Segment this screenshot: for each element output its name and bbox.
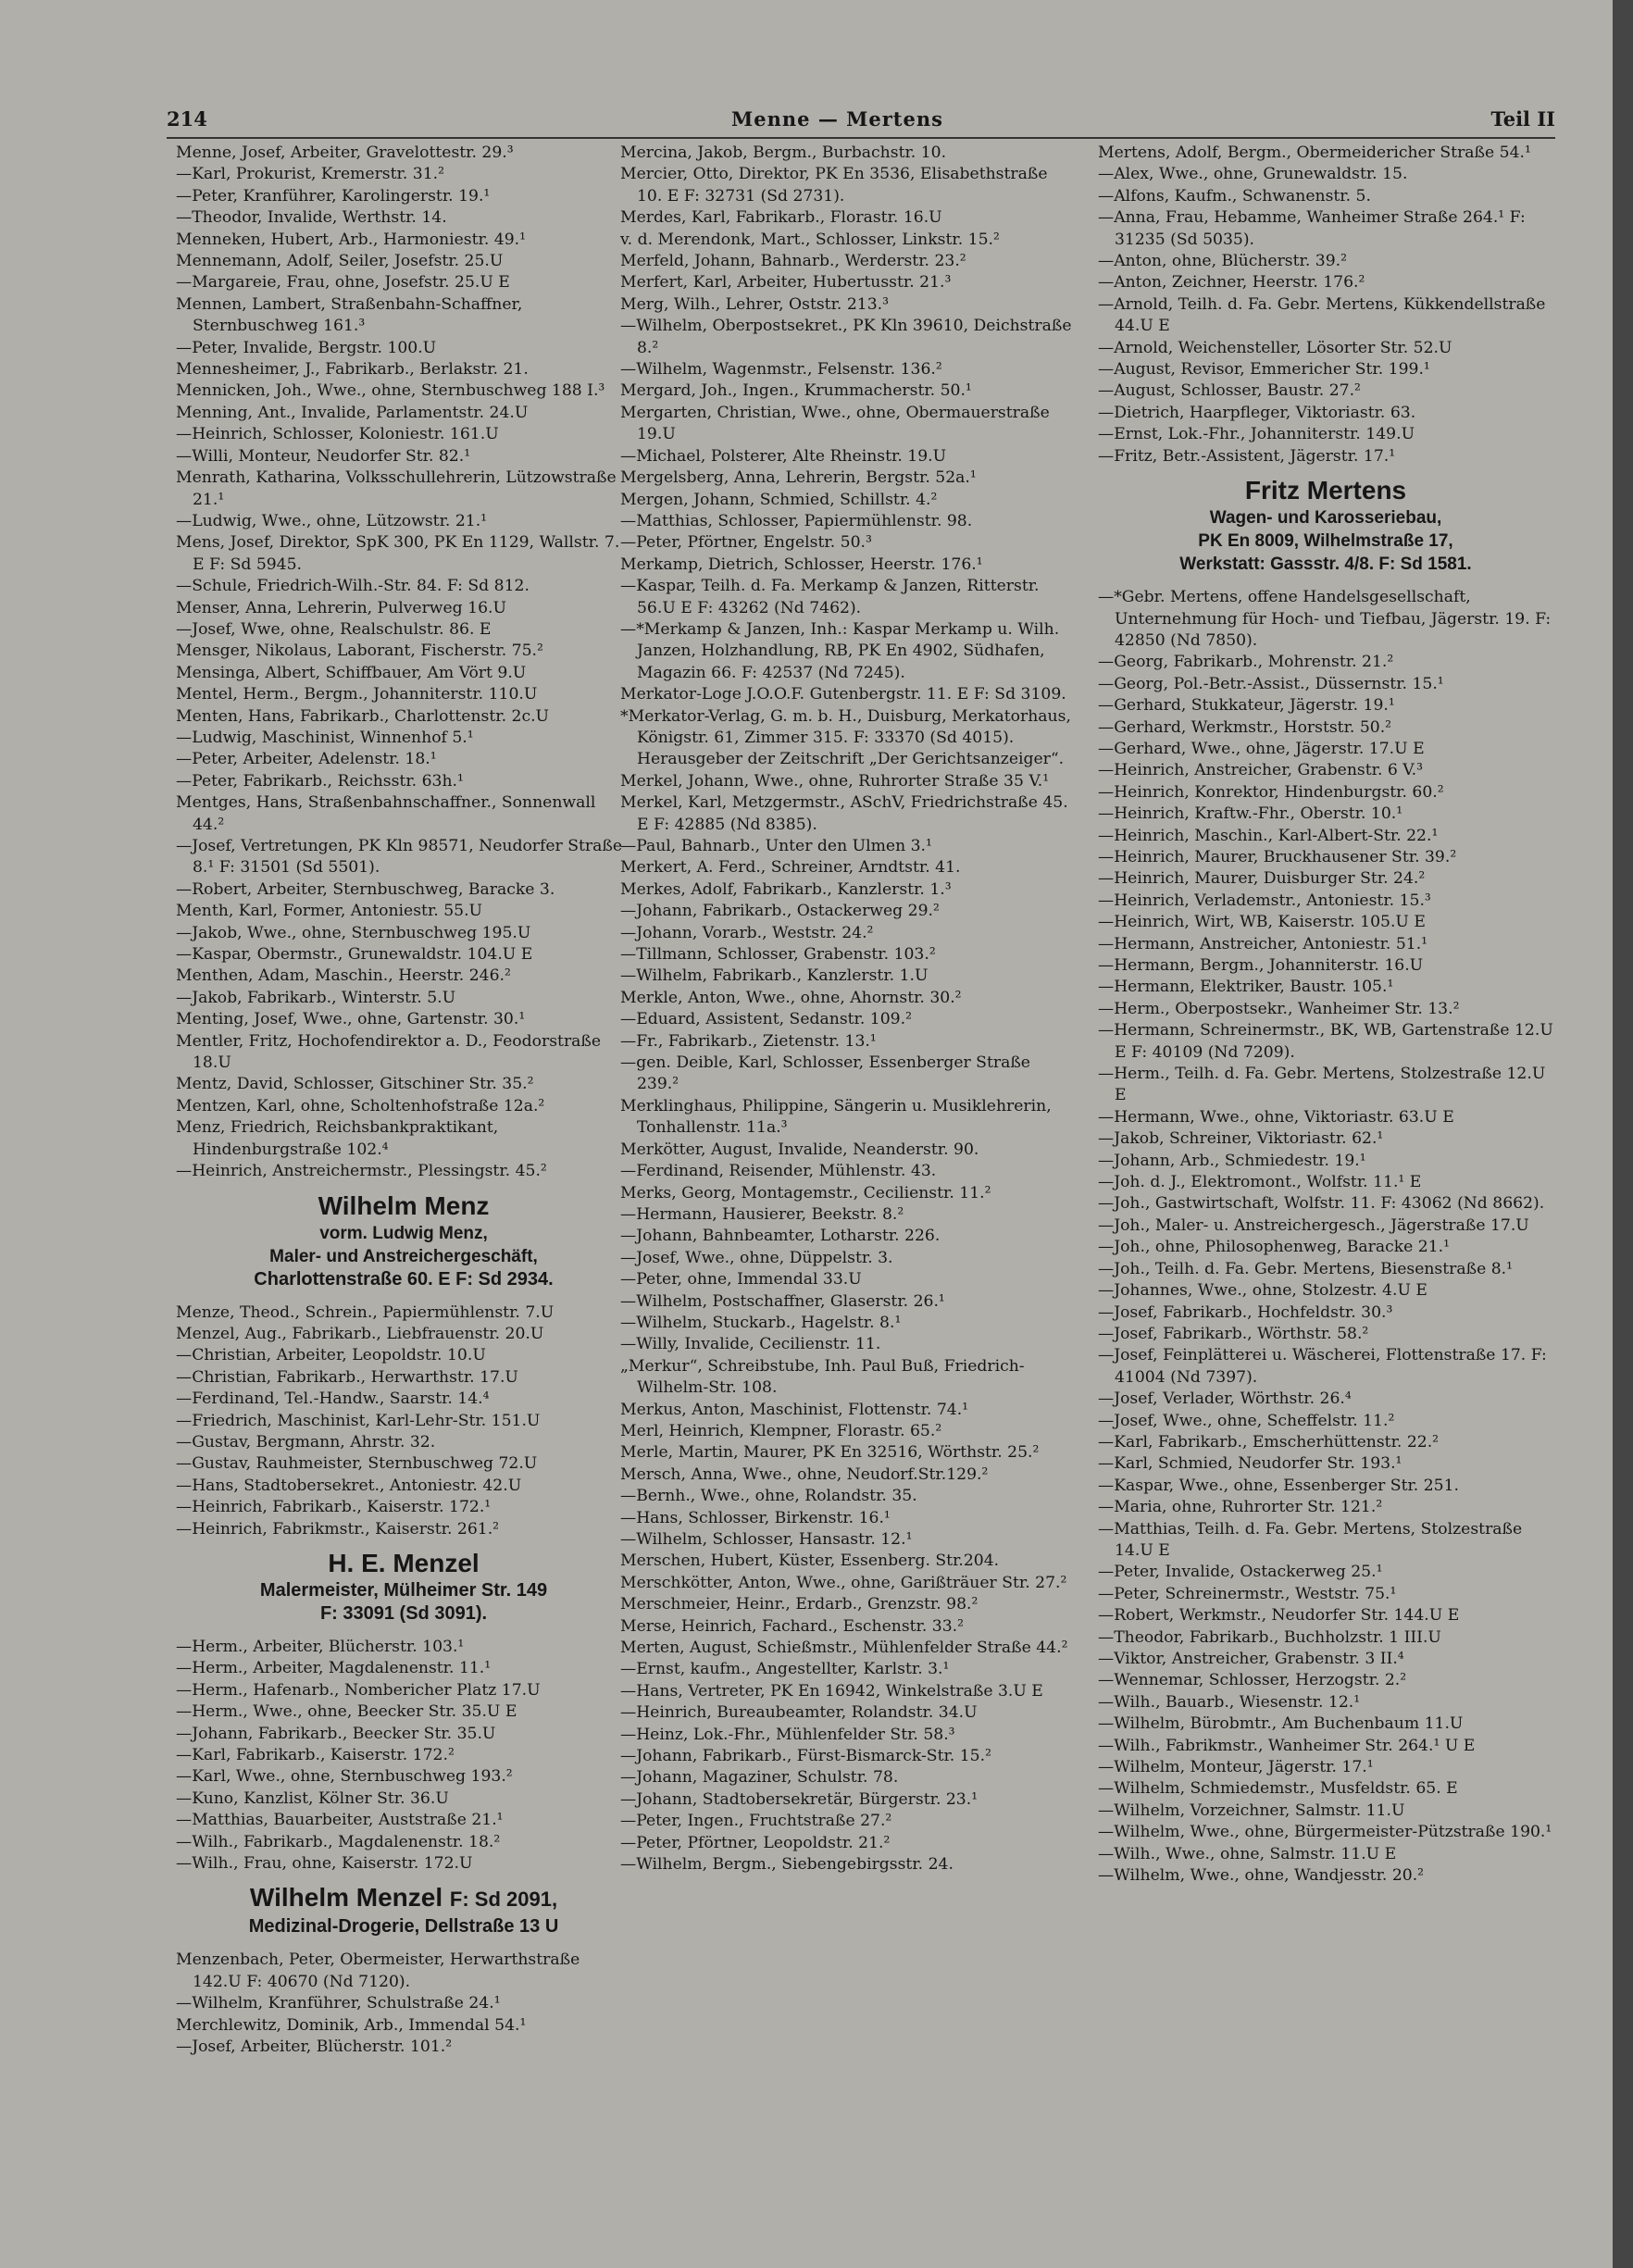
directory-entry: —Josef, Wwe, ohne, Realschulstr. 86. E: [176, 619, 492, 639]
entry-list: [176, 1950, 631, 2058]
directory-entry: Merten, August, Schießmstr., Mühlenfelder Straße 44.²: [620, 1639, 1068, 1658]
entry-list: [620, 143, 1076, 1876]
directory-entry: —Fritz, Betr.-Assistent, Jägerstr. 17.¹: [1098, 446, 1396, 466]
directory-entry: —Josef, Fabrikarb., Wörthstr. 58.²: [1098, 1324, 1369, 1343]
directory-entry: Merkötter, August, Invalide, Neanderstr. 90.: [620, 1140, 979, 1159]
directory-entry: Merschkötter, Anton, Wwe., ohne, Garißträuer Str. 27.²: [620, 1573, 1067, 1592]
directory-entry: Mentz, David, Schlosser, Gitschiner Str. 35.²: [176, 1075, 534, 1094]
directory-entry: Menzel, Aug., Fabrikarb., Liebfrauenstr. 20.U: [176, 1324, 544, 1343]
directory-entry: —Anton, Zeichner, Heerstr. 176.²: [1098, 273, 1365, 293]
directory-entry: —Heinrich, Konrektor, Hindenburgstr. 60.²: [1098, 782, 1444, 802]
directory-entry: —Johann, Bahnbeamter, Lotharstr. 226.: [620, 1227, 941, 1246]
directory-entry: —Herm., Teilh. d. Fa. Gebr. Mertens, Stolzestraße 12.U E: [1098, 1065, 1546, 1105]
ad-line: Werkstatt: Gassstr. 4/8. F: Sd 1581.: [1179, 555, 1472, 575]
directory-entry: Merkes, Adolf, Fabrikarb., Kanzlerstr. 1.³: [620, 879, 952, 899]
directory-entry: —Wennemar, Schlosser, Herzogstr. 2.²: [1098, 1671, 1407, 1690]
directory-entry: —Heinz, Lok.-Fhr., Mühlenfelder Str. 58.³: [620, 1725, 955, 1744]
directory-entry: —Matthias, Schlosser, Papiermühlenstr. 98.: [620, 511, 973, 530]
directory-entry: —Peter, Invalide, Bergstr. 100.U: [176, 338, 437, 357]
directory-entry: —Peter, Invalide, Ostackerweg 25.¹: [1098, 1563, 1383, 1582]
directory-entry: Mercier, Otto, Direktor, PK En 3536, Elisabethstraße 10. E F: 32731 (Sd 2731).: [620, 165, 1048, 206]
directory-entry: Menne, Josef, Arbeiter, Gravelottestr. 29.³: [176, 143, 514, 162]
directory-entry: Mertens, Adolf, Bergm., Obermeidericher Straße 54.¹: [1098, 143, 1531, 162]
directory-entry: —Ludwig, Maschinist, Winnenhof 5.¹: [176, 728, 474, 747]
directory-entry: Menting, Josef, Wwe., ohne, Gartenstr. 30.¹: [176, 1010, 526, 1029]
directory-entry: —gen. Deible, Karl, Schlosser, Essenberger Straße 239.²: [620, 1053, 1030, 1094]
part-label: Teil II: [1490, 107, 1555, 131]
directory-entry: Menth, Karl, Former, Antoniestr. 55.U: [176, 902, 483, 921]
directory-entry: Merchlewitz, Dominik, Arb., Immendal 54.¹: [176, 2015, 527, 2035]
directory-entry: —Herm., Hafenarb., Nombericher Platz 17.U: [176, 1680, 541, 1700]
directory-entry: Menrath, Katharina, Volksschullehrerin, Lützowstraße 21.¹: [176, 468, 617, 509]
directory-entry: Mens, Josef, Direktor, SpK 300, PK En 1129, Wallstr. 7. E F: Sd 5945.: [176, 533, 620, 574]
directory-entry: —Kaspar, Obermstr., Grunewaldstr. 104.U E: [176, 945, 533, 965]
directory-entry: —Bernh., Wwe., ohne, Rolandstr. 35.: [620, 1487, 917, 1506]
directory-entry: Mentler, Fritz, Hochofendirektor a. D., Feodorstraße 18.U: [176, 1031, 602, 1073]
directory-entry: —Gerhard, Wwe., ohne, Jägerstr. 17.U E: [1098, 739, 1425, 758]
directory-entry: Mercina, Jakob, Bergm., Burbachstr. 10.: [620, 143, 947, 162]
directory-entry: —Anna, Frau, Hebamme, Wanheimer Straße 264.¹ F: 31235 (Sd 5035).: [1098, 208, 1526, 249]
directory-entry: —Wilh., Fabrikarb., Magdalenenstr. 18.²: [176, 1832, 501, 1851]
directory-entry: Mentel, Herm., Bergm., Johanniterstr. 110.U: [176, 685, 538, 704]
directory-entry: Merkamp, Dietrich, Schlosser, Heerstr. 176.¹: [620, 555, 983, 574]
directory-entry: Merks, Georg, Montagemstr., Cecilienstr. 11.²: [620, 1183, 991, 1203]
directory-entry: —Wilhelm, Kranführer, Schulstraße 24.¹: [176, 1994, 501, 2013]
directory-entry: —Heinrich, Bureaubeamter, Rolandstr. 34.U: [620, 1703, 978, 1723]
ad-line: vorm. Ludwig Menz,: [319, 1223, 488, 1243]
directory-entry: —Hermann, Elektriker, Baustr. 105.¹: [1098, 978, 1394, 997]
directory-entry: —Margareie, Frau, ohne, Josefstr. 25.U E: [176, 273, 510, 293]
directory-entry: —Willy, Invalide, Cecilienstr. 11.: [620, 1335, 881, 1354]
directory-entry: —Wilhelm, Schlosser, Hansastr. 12.¹: [620, 1530, 913, 1549]
directory-entry: —Ferdinand, Tel.-Handw., Saarstr. 14.⁴: [176, 1389, 490, 1409]
ad-line: Maler- und Anstreichergeschäft,: [269, 1246, 538, 1266]
directory-entry: —Josef, Wwe., ohne, Düppelstr. 3.: [620, 1248, 893, 1267]
directory-entry: —Heinrich, Maschin., Karl-Albert-Str. 22.¹: [1098, 826, 1439, 845]
directory-entry: —Peter, Arbeiter, Adelenstr. 18.¹: [176, 750, 437, 769]
directory-entry: —Johannes, Wwe., ohne, Stolzestr. 4.U E: [1098, 1281, 1427, 1301]
ad-line: Wagen- und Karosseriebau,: [1209, 508, 1442, 529]
directory-entry: —Kaspar, Wwe., ohne, Essenberger Str. 251.: [1098, 1476, 1459, 1495]
directory-entry: —Peter, Pförtner, Leopoldstr. 21.²: [620, 1833, 891, 1852]
directory-entry: Mennesheimer, J., Fabrikarb., Berlakstr. 21.: [176, 360, 529, 380]
ad-h-e-menzel: [176, 1548, 631, 1626]
directory-entry: —Josef, Wwe., ohne, Scheffelstr. 11.²: [1098, 1411, 1395, 1430]
directory-entry: Merschmeier, Heinr., Erdarb., Grenzstr. 98.²: [620, 1595, 979, 1614]
directory-entry: —Heinrich, Anstreichermstr., Plessingstr. 45.²: [176, 1162, 547, 1181]
directory-entry: —Wilhelm, Wwe., ohne, Bürgermeister-Pützstraße 190.¹: [1098, 1823, 1552, 1842]
directory-entry: —Karl, Prokurist, Kremerstr. 31.²: [176, 165, 445, 184]
directory-entry: —Wilh., Wwe., ohne, Salmstr. 11.U E: [1098, 1844, 1397, 1863]
header-rule: [167, 137, 1555, 139]
directory-entry: —August, Schlosser, Baustr. 27.²: [1098, 381, 1361, 401]
directory-entry: —Hans, Stadtobersekret., Antoniestr. 42.U: [176, 1476, 522, 1495]
directory-entry: —Karl, Schmied, Neudorfer Str. 193.¹: [1098, 1454, 1402, 1474]
directory-entry: —Johann, Fabrikarb., Ostackerweg 29.²: [620, 902, 940, 921]
directory-entry: Merkle, Anton, Wwe., ohne, Ahornstr. 30.²: [620, 988, 962, 1007]
directory-entry: Merkus, Anton, Maschinist, Flottenstr. 74.¹: [620, 1400, 969, 1419]
directory-entry: —Josef, Arbeiter, Blücherstr. 101.²: [176, 2037, 453, 2057]
directory-entry: —Paul, Bahnarb., Unter den Ulmen 3.¹: [620, 837, 932, 855]
directory-entry: —Wilhelm, Wwe., ohne, Wandjesstr. 20.²: [1098, 1866, 1425, 1886]
directory-entry: Mergarten, Christian, Wwe., ohne, Obermauerstraße 19.U: [620, 403, 1050, 444]
directory-entry: Mensger, Nikolaus, Laborant, Fischerstr. 75.²: [176, 642, 543, 661]
directory-entry: —Kuno, Kanzlist, Kölner Str. 36.U: [176, 1788, 449, 1808]
page-edge-shadow: [1613, 0, 1633, 2268]
directory-entry: —Theodor, Invalide, Werthstr. 14.: [176, 208, 447, 228]
directory-entry: —Heinrich, Maurer, Bruckhausener Str. 39.²: [1098, 847, 1457, 866]
directory-entry: Merfeld, Johann, Bahnarb., Werderstr. 23.²: [620, 252, 966, 271]
directory-entry: —Heinrich, Maurer, Duisburger Str. 24.²: [1098, 869, 1426, 889]
directory-entry: —Peter, Fabrikarb., Reichsstr. 63h.¹: [176, 771, 464, 791]
directory-entry: —Wilhelm, Wagenmstr., Felsenstr. 136.²: [620, 360, 942, 380]
ad-name: Wilhelm Menzel: [249, 1883, 443, 1913]
page-range-heading: Menne — Mertens: [731, 107, 943, 131]
directory-entry: —Hermann, Schreinermstr., BK, WB, Gartenstraße 12.U E F: 40109 (Nd 7209).: [1098, 1021, 1553, 1062]
entry-list: [176, 1302, 631, 1540]
directory-entry: —Jakob, Schreiner, Viktoriastr. 62.¹: [1098, 1129, 1384, 1149]
ad-wilhelm-menzel: [176, 1882, 631, 1938]
directory-entry: Merdes, Karl, Fabrikarb., Florastr. 16.U: [620, 208, 942, 228]
directory-entry: Menzenbach, Peter, Obermeister, Herwarthstraße 142.U F: 40670 (Nd 7120).: [176, 1950, 580, 1991]
directory-entry: —Tillmann, Schlosser, Grabenstr. 103.²: [620, 945, 936, 965]
directory-entry: —Joh., Teilh. d. Fa. Gebr. Mertens, Biesenstraße 8.¹: [1098, 1259, 1514, 1278]
directory-entry: —Maria, ohne, Ruhrorter Str. 121.²: [1098, 1498, 1383, 1517]
directory-entry: —Gerhard, Stukkateur, Jägerstr. 19.¹: [1098, 696, 1395, 716]
directory-entry: —Wilh., Fabrikmstr., Wanheimer Str. 264.¹ U E: [1098, 1736, 1476, 1755]
directory-entry: —Alfons, Kaufm., Schwanenstr. 5.: [1098, 186, 1371, 206]
directory-entry: —Herm., Arbeiter, Blücherstr. 103.¹: [176, 1637, 465, 1656]
directory-entry: —Hermann, Wwe., ohne, Viktoriastr. 63.U E: [1098, 1107, 1454, 1127]
directory-entry: Menthen, Adam, Maschin., Heerstr. 246.²: [176, 966, 511, 986]
directory-entry: Merle, Martin, Maurer, PK En 32516, Wörthstr. 25.²: [620, 1443, 1040, 1463]
directory-entry: Menz, Friedrich, Reichsbankpraktikant, Hindenburgstraße 102.⁴: [176, 1118, 499, 1159]
directory-entry: —Christian, Fabrikarb., Herwarthstr. 17.U: [176, 1367, 518, 1387]
directory-entry: —Heinrich, Fabrikarb., Kaiserstr. 172.¹: [176, 1498, 492, 1517]
directory-entry: Merkator-Loge J.O.O.F. Gutenbergstr. 11. E F: Sd 3109.: [620, 685, 1066, 704]
directory-entry: —Heinrich, Fabrikmstr., Kaiserstr. 261.²: [176, 1519, 500, 1539]
ad-fritz-mertens: [1098, 475, 1553, 576]
directory-entry: —Ludwig, Wwe., ohne, Lützowstr. 21.¹: [176, 511, 488, 530]
directory-entry: —Dietrich, Haarpfleger, Viktoriastr. 63.: [1098, 403, 1416, 422]
ad-name: Fritz Mertens: [1244, 476, 1407, 505]
directory-entry: —Joh., Gastwirtschaft, Wolfstr. 11. F: 43062 (Nd 8662).: [1098, 1194, 1545, 1214]
directory-entry: Mennen, Lambert, Straßenbahn-Schaffner, Sternbuschweg 161.³: [176, 294, 523, 336]
directory-entry: —Johann, Vorarb., Weststr. 24.²: [620, 923, 874, 942]
directory-entry: —Wilhelm, Bürobmtr., Am Buchenbaum 11.U: [1098, 1714, 1464, 1734]
directory-entry: —Josef, Verlader, Wörthstr. 26.⁴: [1098, 1389, 1352, 1409]
directory-entry: Menneken, Hubert, Arb., Harmoniestr. 49.¹: [176, 230, 527, 249]
directory-entry: —Heinrich, Schlosser, Koloniestr. 161.U: [176, 425, 499, 444]
directory-entry: —Hermann, Bergm., Johanniterstr. 16.U: [1098, 956, 1424, 975]
directory-entry: —Fr., Fabrikarb., Zietenstr. 13.¹: [620, 1031, 877, 1051]
directory-entry: —Josef, Feinplätterei u. Wäscherei, Flottenstraße 17. F: 41004 (Nd 7397).: [1098, 1346, 1547, 1387]
directory-entry: Merfert, Karl, Arbeiter, Hubertusstr. 21.³: [620, 273, 952, 293]
directory-entry: —Herm., Wwe., ohne, Beecker Str. 35.U E: [176, 1702, 517, 1722]
directory-entry: —Jakob, Fabrikarb., Winterstr. 5.U: [176, 988, 456, 1007]
directory-entry: —Karl, Fabrikarb., Emscherhüttenstr. 22.²: [1098, 1432, 1440, 1452]
directory-entry: —Gerhard, Werkmstr., Horststr. 50.²: [1098, 717, 1392, 737]
directory-entry: —Georg, Fabrikarb., Mohrenstr. 21.²: [1098, 653, 1394, 672]
directory-entry: —Robert, Arbeiter, Sternbuschweg, Baracke 3.: [176, 879, 555, 899]
ad-line: Charlottenstraße 60. E F: Sd 2934.: [254, 1268, 554, 1290]
directory-entry: v. d. Merendonk, Mart., Schlosser, Linkstr. 15.²: [620, 230, 1000, 249]
directory-entry: —Robert, Werkmstr., Neudorfer Str. 144.U E: [1098, 1606, 1460, 1626]
directory-entry: Merl, Heinrich, Klempner, Florastr. 65.²: [620, 1421, 942, 1440]
directory-entry: —Peter, ohne, Immendal 33.U: [620, 1270, 862, 1290]
ad-name: H. E. Menzel: [328, 1548, 480, 1577]
directory-entry: —Willi, Monteur, Neudorfer Str. 82.¹: [176, 446, 471, 466]
directory-entry: —Hans, Schlosser, Birkenstr. 16.¹: [620, 1508, 891, 1527]
directory-entry: —Johann, Fabrikarb., Fürst-Bismarck-Str. 15.²: [620, 1747, 991, 1766]
directory-entry: —Wilhelm, Bergm., Siebengebirgsstr. 24.: [620, 1855, 954, 1875]
directory-entry: —Johann, Stadtobersekretär, Bürgerstr. 23.¹: [620, 1789, 979, 1809]
directory-entry: —Wilhelm, Monteur, Jägerstr. 17.¹: [1098, 1758, 1374, 1777]
directory-entry: —Josef, Fabrikarb., Hochfeldstr. 30.³: [1098, 1302, 1393, 1322]
directory-entry: *Merkator-Verlag, G. m. b. H., Duisburg, Merkatorhaus, Königstr. 61, Zimmer 315. F: 33370 (Sd 4015). Herausgeber der Zeitschrift „Der Gerichtsanzeiger“.: [620, 706, 1071, 769]
directory-entry: —Wilhelm, Stuckarb., Hagelstr. 8.¹: [620, 1313, 902, 1332]
directory-entry: Merkel, Johann, Wwe., ohne, Ruhrorter Straße 35 V.¹: [620, 771, 1050, 791]
directory-entry: —Peter, Pförtner, Engelstr. 50.³: [620, 533, 872, 553]
directory-entry: —Johann, Fabrikarb., Beecker Str. 35.U: [176, 1724, 496, 1743]
entry-list: [176, 143, 631, 1183]
directory-entry: —Peter, Schreinermstr., Weststr. 75.¹: [1098, 1584, 1397, 1603]
directory-entry: —Josef, Vertretungen, PK Kln 98571, Neudorfer Straße 8.¹ F: 31501 (Sd 5501).: [176, 837, 623, 878]
entry-list: [1098, 143, 1553, 467]
directory-entry: —Ferdinand, Reisender, Mühlenstr. 43.: [620, 1162, 937, 1181]
directory-entry: —Hans, Vertreter, PK En 16942, Winkelstraße 3.U E: [620, 1681, 1043, 1701]
directory-entry: Mergard, Joh., Ingen., Krummacherstr. 50.¹: [620, 381, 972, 401]
directory-entry: —Eduard, Assistent, Sedanstr. 109.²: [620, 1010, 912, 1029]
directory-entry: —Wilh., Bauarb., Wiesenstr. 12.¹: [1098, 1692, 1361, 1712]
directory-entry: Mersch, Anna, Wwe., ohne, Neudorf.Str.129.²: [620, 1464, 989, 1484]
directory-entry: Menze, Theod., Schrein., Papiermühlenstr. 7.U: [176, 1302, 555, 1322]
directory-entry: —Wilhelm, Oberpostsekret., PK Kln 39610, Deichstraße 8.²: [620, 317, 1072, 357]
directory-entry: —Alex, Wwe., ohne, Grunewaldstr. 15.: [1098, 165, 1408, 184]
entry-list: [176, 1637, 631, 1875]
directory-entry: —Karl, Wwe., ohne, Sternbuschweg 193.²: [176, 1767, 513, 1787]
page-number: 214: [167, 107, 207, 131]
directory-entry: Mergen, Johann, Schmied, Schillstr. 4.²: [620, 490, 938, 509]
directory-entry: —Johann, Arb., Schmiedestr. 19.¹: [1098, 1151, 1366, 1170]
directory-entry: —Anton, ohne, Blücherstr. 39.²: [1098, 252, 1347, 271]
ad-phone: F: Sd 2091,: [449, 1888, 558, 1912]
directory-entry: —August, Revisor, Emmericher Str. 199.¹: [1098, 360, 1430, 380]
directory-entry: Menning, Ant., Invalide, Parlamentstr. 24.U: [176, 403, 529, 422]
directory-entry: —Christian, Arbeiter, Leopoldstr. 10.U: [176, 1346, 486, 1365]
directory-entry: —Jakob, Wwe., ohne, Sternbuschweg 195.U: [176, 923, 531, 942]
directory-entry: —Heinrich, Verlademstr., Antoniestr. 15.³: [1098, 891, 1431, 910]
ad-wilhelm-menz: [176, 1190, 631, 1291]
ad-name: Wilhelm Menz: [318, 1190, 490, 1220]
directory-entry: —Joh., Maler- u. Anstreichergesch., Jägerstraße 17.U: [1098, 1215, 1529, 1235]
directory-entry: —Johann, Magaziner, Schulstr. 78.: [620, 1768, 899, 1788]
directory-entry: Mennicken, Joh., Wwe., ohne, Sternbuschweg 188 I.³: [176, 381, 605, 401]
directory-entry: —Gustav, Bergmann, Ahrstr. 32.: [176, 1432, 436, 1452]
ad-line: PK En 8009, Wilhelmstraße 17,: [1198, 531, 1453, 552]
directory-entry: —Ernst, Lok.-Fhr., Johanniterstr. 149.U: [1098, 425, 1415, 444]
column-3: [1098, 143, 1553, 1887]
ad-line: Malermeister, Mülheimer Str. 149: [259, 1579, 548, 1601]
directory-entry: Merse, Heinrich, Fachard., Eschenstr. 33.²: [620, 1616, 965, 1636]
directory-entry: Merklinghaus, Philippine, Sängerin u. Musiklehrerin, Tonhallenstr. 11a.³: [620, 1096, 1052, 1138]
directory-entry: —Heinrich, Anstreicher, Grabenstr. 6 V.³: [1098, 761, 1424, 780]
directory-entry: —*Merkamp & Janzen, Inh.: Kaspar Merkamp u. Wilh. Janzen, Holzhandlung, RB, PK En 4902, Südhafen, Magazin 66. F: 42537 (Nd 7245).: [620, 619, 1060, 682]
directory-entry: —Wilhelm, Vorzeichner, Salmstr. 11.U: [1098, 1801, 1405, 1820]
directory-entry: Mergelsberg, Anna, Lehrerin, Bergstr. 52a.¹: [620, 468, 977, 488]
directory-entry: Menser, Anna, Lehrerin, Pulverweg 16.U: [176, 598, 506, 617]
directory-entry: Mentzen, Karl, ohne, Scholtenhofstraße 12a.²: [176, 1096, 545, 1115]
directory-entry: Mensinga, Albert, Schiffbauer, Am Vört 9.U: [176, 663, 527, 682]
directory-entry: —Wilhelm, Schmiedemstr., Musfeldstr. 65. E: [1098, 1779, 1458, 1799]
directory-entry: —Hermann, Hausierer, Beekstr. 8.²: [620, 1204, 904, 1224]
directory-entry: —Heinrich, Wirt, WB, Kaiserstr. 105.U E: [1098, 913, 1426, 932]
directory-entry: Mennemann, Adolf, Seiler, Josefstr. 25.U: [176, 252, 504, 271]
directory-entry: —Herm., Arbeiter, Magdalenenstr. 11.¹: [176, 1659, 492, 1678]
directory-entry: Merkel, Karl, Metzgermstr., ASchV, Friedrichstraße 45. E F: 42885 (Nd 8385).: [620, 793, 1068, 834]
column-2: [620, 143, 1076, 1876]
directory-entry: —Schule, Friedrich-Wilh.-Str. 84. F: Sd 812.: [176, 577, 530, 596]
directory-entry: —Kaspar, Teilh. d. Fa. Merkamp & Janzen, Ritterstr. 56.U E F: 43262 (Nd 7462).: [620, 577, 1040, 617]
column-1: [176, 143, 631, 2058]
directory-entry: —Herm., Oberpostsekr., Wanheimer Str. 13.²: [1098, 999, 1460, 1018]
directory-entry: Merschen, Hubert, Küster, Essenberg. Str.204.: [620, 1551, 1000, 1571]
directory-entry: —Karl, Fabrikarb., Kaiserstr. 172.²: [176, 1746, 455, 1764]
directory-entry: —Wilhelm, Fabrikarb., Kanzlerstr. 1.U: [620, 966, 929, 986]
directory-entry: Mentges, Hans, Straßenbahnschaffner., Sonnenwall 44.²: [176, 793, 596, 834]
directory-entry: —Joh. d. J., Elektromont., Wolfstr. 11.¹ E: [1098, 1173, 1422, 1192]
directory-entry: —Gustav, Rauhmeister, Sternbuschweg 72.U: [176, 1454, 538, 1474]
directory-entry: —Matthias, Teilh. d. Fa. Gebr. Mertens, Stolzestraße 14.U E: [1098, 1519, 1523, 1560]
directory-entry: —Wilh., Frau, ohne, Kaiserstr. 172.U: [176, 1854, 473, 1874]
directory-entry: —Wilhelm, Postschaffner, Glaserstr. 26.¹: [620, 1291, 945, 1311]
directory-entry: —Peter, Kranführer, Karolingerstr. 19.¹: [176, 186, 491, 206]
directory-entry: —Joh., ohne, Philosophenweg, Baracke 21.¹: [1098, 1238, 1450, 1257]
directory-entry: —Michael, Polsterer, Alte Rheinstr. 19.U: [620, 446, 947, 466]
directory-entry: —Matthias, Bauarbeiter, Auststraße 21.¹: [176, 1811, 504, 1830]
directory-entry: —Ernst, kaufm., Angestellter, Karlstr. 3.¹: [620, 1660, 950, 1679]
page-header: [167, 107, 1555, 139]
directory-entry: —Heinrich, Kraftw.-Fhr., Oberstr. 10.¹: [1098, 804, 1403, 824]
directory-entry: Merg, Wilh., Lehrer, Oststr. 213.³: [620, 294, 889, 314]
directory-entry: —Viktor, Anstreicher, Grabenstr. 3 II.⁴: [1098, 1650, 1404, 1668]
directory-entry: —Georg, Pol.-Betr.-Assist., Düssernstr. 15.¹: [1098, 674, 1444, 693]
directory-entry: —Arnold, Weichensteller, Lösorter Str. 52.U: [1098, 338, 1452, 357]
directory-entry: —Friedrich, Maschinist, Karl-Lehr-Str. 151.U: [176, 1411, 541, 1430]
directory-entry: —Hermann, Anstreicher, Antoniestr. 51.¹: [1098, 934, 1428, 953]
directory-entry: —*Gebr. Mertens, offene Handelsgesellschaft, Unternehmung für Hoch- und Tiefbau, Jägerstr. 19. F: 42850 (Nd 7850).: [1098, 588, 1552, 650]
entry-list: [1098, 587, 1553, 1887]
directory-entry: —Peter, Ingen., Fruchtstraße 27.²: [620, 1812, 892, 1831]
directory-entry: —Theodor, Fabrikarb., Buchholzstr. 1 III.U: [1098, 1627, 1441, 1647]
directory-entry: Merkert, A. Ferd., Schreiner, Arndtstr. 41.: [620, 858, 961, 878]
ad-line: F: 33091 (Sd 3091).: [319, 1602, 488, 1624]
directory-entry: „Merkur“, Schreibstube, Inh. Paul Buß, Friedrich-Wilhelm-Str. 108.: [620, 1356, 1025, 1398]
directory-entry: —Arnold, Teilh. d. Fa. Gebr. Mertens, Kükkendellstraße 44.U E: [1098, 294, 1546, 336]
directory-entry: Menten, Hans, Fabrikarb., Charlottenstr. 2c.U: [176, 706, 550, 726]
ad-line: Medizinal-Drogerie, Dellstraße 13 U: [248, 1916, 559, 1938]
